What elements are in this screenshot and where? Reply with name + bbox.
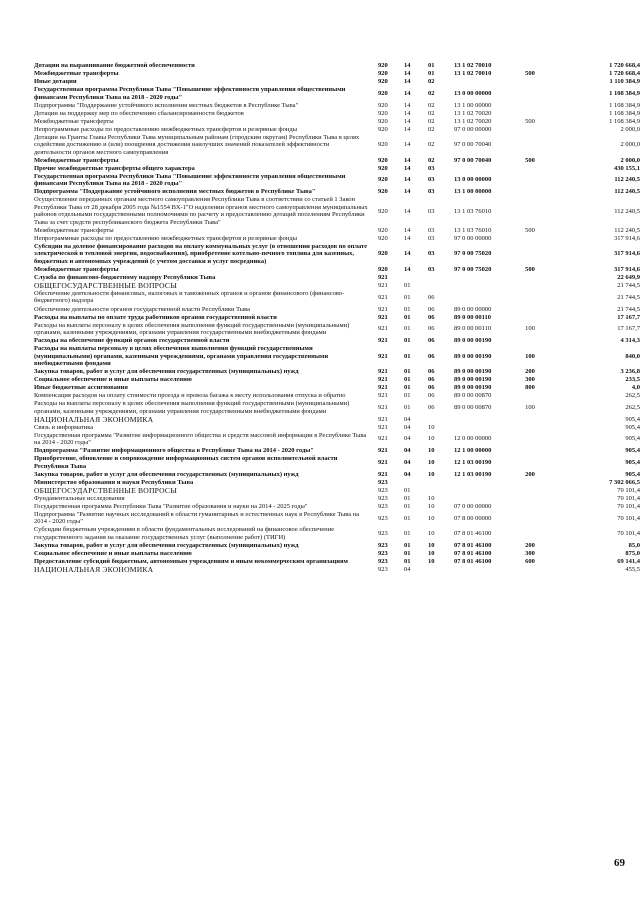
row-description: Межбюджетные трансферты xyxy=(34,156,119,164)
row-description: Закупка товаров, работ и услуг для обеспечения государственных (муниципальных) нужд xyxy=(34,368,299,376)
amount-cell: 905,4 xyxy=(625,435,640,443)
target-article-cell: 89 0 00 00190 xyxy=(454,337,492,345)
amount-cell: 1 108 384,9 xyxy=(609,109,640,117)
row-description: ОБЩЕГОСУДАРСТВЕННЫЕ ВОПРОСЫ xyxy=(34,485,178,495)
expense-type-cell: 500 xyxy=(525,156,535,164)
amount-cell: 317 914,6 xyxy=(614,265,640,273)
amount-cell: 17 167,7 xyxy=(617,325,640,333)
amount-cell: 112 240,5 xyxy=(614,226,640,234)
target-article-cell: 07 8 01 46100 xyxy=(454,557,492,565)
target-article-cell: 12 1 03 00190 xyxy=(454,459,492,467)
subsection-code-cell: 03 xyxy=(428,226,435,234)
admin-code-cell: 921 xyxy=(378,435,388,443)
admin-code-cell: 920 xyxy=(378,101,388,109)
target-article-cell: 13 1 03 76010 xyxy=(454,207,492,215)
expense-type-cell: 600 xyxy=(525,557,535,565)
section-code-cell: 04 xyxy=(404,447,411,455)
subsection-code-cell: 10 xyxy=(428,514,435,522)
section-code-cell: 14 xyxy=(404,109,411,117)
admin-code-cell: 921 xyxy=(378,423,388,431)
section-code-cell: 01 xyxy=(404,384,411,392)
amount-cell: 2 000,0 xyxy=(620,125,640,133)
subsection-code-cell: 10 xyxy=(428,541,435,549)
amount-cell: 1 720 668,4 xyxy=(609,62,640,69)
amount-cell: 905,4 xyxy=(625,415,640,423)
target-article-cell: 12 0 00 00000 xyxy=(454,435,492,443)
page-number: 69 xyxy=(614,857,625,869)
section-code-cell: 14 xyxy=(404,101,411,109)
amount-cell: 262,5 xyxy=(625,403,640,411)
section-code-cell: 01 xyxy=(404,514,411,522)
admin-code-cell: 923 xyxy=(378,494,388,502)
row-description: Расходы на выплаты персоналу в целях обеспечения выполнения функций государственными (муниципальными) органами, казенными учреждениями, органами управления государственными внебюджетными фондами xyxy=(34,345,329,368)
amount-cell: 4,0 xyxy=(631,384,640,392)
target-article-cell: 89 0 00 00870 xyxy=(454,392,492,400)
subsection-code-cell: 03 xyxy=(428,234,435,242)
target-article-cell: 97 0 00 00000 xyxy=(454,125,492,133)
target-article-cell: 13 1 00 00000 xyxy=(454,101,492,109)
amount-cell: 2 000,0 xyxy=(620,156,640,164)
amount-cell: 905,4 xyxy=(625,459,640,467)
amount-cell: 233,5 xyxy=(625,376,640,384)
admin-code-cell: 920 xyxy=(378,234,388,242)
admin-code-cell: 920 xyxy=(378,78,388,85)
amount-cell: 1 720 668,4 xyxy=(609,70,640,77)
row-description: Межбюджетные трансферты xyxy=(34,70,119,77)
target-article-cell: 07 8 01 46100 xyxy=(454,530,492,538)
expense-type-cell: 500 xyxy=(525,70,535,77)
target-article-cell: 97 0 00 75020 xyxy=(454,265,492,273)
amount-cell: 875,0 xyxy=(625,549,640,557)
expense-type-cell: 500 xyxy=(525,226,535,234)
amount-cell: 4 314,3 xyxy=(620,337,640,345)
subsection-code-cell: 06 xyxy=(428,293,435,301)
section-code-cell: 14 xyxy=(404,78,411,85)
amount-cell: 22 649,9 xyxy=(617,273,640,281)
row-description: Дотации на выравнивание бюджетной обеспеченности xyxy=(34,62,195,69)
section-code-cell: 01 xyxy=(404,392,411,400)
amount-cell: 455,5 xyxy=(625,565,640,573)
target-article-cell: 07 8 01 46100 xyxy=(454,541,492,549)
amount-cell: 85,0 xyxy=(628,541,640,549)
section-code-cell: 14 xyxy=(404,89,411,97)
amount-cell: 17 167,7 xyxy=(617,313,640,321)
admin-code-cell: 921 xyxy=(378,415,388,423)
amount-cell: 317 914,6 xyxy=(614,234,640,242)
target-article-cell: 89 0 00 00000 xyxy=(454,305,492,313)
row-description: Иные бюджетные ассигнования xyxy=(34,384,128,392)
section-code-cell: 01 xyxy=(404,376,411,384)
amount-cell: 21 744,5 xyxy=(617,293,640,301)
subsection-code-cell: 01 xyxy=(428,70,435,77)
subsection-code-cell: 06 xyxy=(428,313,435,321)
target-article-cell: 07 0 00 00000 xyxy=(454,502,492,510)
admin-code-cell: 921 xyxy=(378,392,388,400)
subsection-code-cell: 02 xyxy=(428,89,435,97)
amount-cell: 70 101,4 xyxy=(617,486,640,494)
section-code-cell: 14 xyxy=(404,250,411,258)
target-article-cell: 89 0 00 00110 xyxy=(454,313,492,321)
target-article-cell: 13 1 02 70020 xyxy=(454,117,492,125)
admin-code-cell: 923 xyxy=(378,549,388,557)
row-description: Государственная программа "Развитие информационного общества и средств массовой информации в Республике Тыва на 2014 - 2020 годы" xyxy=(34,431,367,447)
target-article-cell: 89 0 00 00110 xyxy=(454,325,492,333)
admin-code-cell: 921 xyxy=(378,325,388,333)
section-code-cell: 04 xyxy=(404,459,411,467)
admin-code-cell: 920 xyxy=(378,117,388,125)
target-article-cell: 07 8 00 00000 xyxy=(454,514,492,522)
row-description: Дотации на поддержку мер по обеспечению сбалансированности бюджетов xyxy=(34,109,244,117)
expense-type-cell: 300 xyxy=(525,376,535,384)
subsection-code-cell: 06 xyxy=(428,305,435,313)
section-code-cell: 14 xyxy=(404,125,411,133)
amount-cell: 1 110 384,9 xyxy=(609,78,640,85)
admin-code-cell: 921 xyxy=(378,376,388,384)
admin-code-cell: 920 xyxy=(378,188,388,196)
amount-cell: 840,0 xyxy=(625,352,640,360)
amount-cell: 905,4 xyxy=(625,470,640,478)
admin-code-cell: 920 xyxy=(378,176,388,184)
row-description: Компенсация расходов на оплату стоимости проезда и провоза багажа к месту использования отпуска и обратно xyxy=(34,392,346,400)
section-code-cell: 01 xyxy=(404,325,411,333)
admin-code-cell: 921 xyxy=(378,281,388,289)
admin-code-cell: 920 xyxy=(378,164,388,172)
row-description: Обеспечение деятельности финансовых, налоговых и таможенных органов и органов финансового (финансово-бюджетного) надзора xyxy=(34,289,345,305)
row-description: Приобретение, обновление и сопровождение информационных систем органов исполнительной власти Республики Тыва xyxy=(34,455,338,470)
expense-type-cell: 200 xyxy=(525,470,535,478)
admin-code-cell: 920 xyxy=(378,265,388,273)
subsection-code-cell: 03 xyxy=(428,188,435,196)
row-description: Фундаментальные исследования xyxy=(34,494,125,502)
section-code-cell: 14 xyxy=(404,117,411,125)
section-code-cell: 04 xyxy=(404,470,411,478)
row-description: Подпрограмма "Поддержание устойчивого исполнения местных бюджетов в Республике Тыва" xyxy=(34,101,299,109)
expense-type-cell: 300 xyxy=(525,549,535,557)
amount-cell: 21 744,5 xyxy=(617,305,640,313)
amount-cell: 70 101,4 xyxy=(617,514,640,522)
target-article-cell: 13 0 00 00000 xyxy=(454,176,492,184)
section-code-cell: 01 xyxy=(404,486,411,494)
target-article-cell: 12 1 03 00190 xyxy=(454,470,492,478)
row-description: НАЦИОНАЛЬНАЯ ЭКОНОМИКА xyxy=(34,414,154,424)
admin-code-cell: 923 xyxy=(378,486,388,494)
subsection-code-cell: 10 xyxy=(428,494,435,502)
row-description: Служба по финансово-бюджетному надзору Республики Тыва xyxy=(34,273,216,281)
amount-cell: 1 108 384,9 xyxy=(609,89,640,97)
row-description: Закупка товаров, работ и услуг для обеспечения государственных (муниципальных) нужд xyxy=(34,470,299,478)
row-description: Связь и информатика xyxy=(34,423,94,431)
subsection-code-cell: 10 xyxy=(428,502,435,510)
amount-cell: 112 240,5 xyxy=(614,188,640,196)
section-code-cell: 01 xyxy=(404,352,411,360)
target-article-cell: 13 1 02 70010 xyxy=(454,62,492,69)
row-description: ОБЩЕГОСУДАРСТВЕННЫЕ ВОПРОСЫ xyxy=(34,280,178,290)
target-article-cell: 97 0 00 00000 xyxy=(454,234,492,242)
admin-code-cell: 921 xyxy=(378,368,388,376)
section-code-cell: 14 xyxy=(404,265,411,273)
row-description: Субсидии на долевое финансирование расходов на оплату коммунальных услуг (в отношении расходов по оплате электрической и тепловой энергии, водоснабжения), приобретение котельно-печного топлива для казенных, бюджетных и автономных учреждений (с учетом доставки и услуг посредника) xyxy=(34,242,368,265)
amount-cell: 3 236,8 xyxy=(620,368,640,376)
section-code-cell: 01 xyxy=(404,530,411,538)
amount-cell: 430 155,1 xyxy=(614,164,640,172)
admin-code-cell: 921 xyxy=(378,293,388,301)
section-code-cell: 01 xyxy=(404,368,411,376)
section-code-cell: 01 xyxy=(404,494,411,502)
section-code-cell: 04 xyxy=(404,423,411,431)
admin-code-cell: 923 xyxy=(378,557,388,565)
amount-cell: 70 101,4 xyxy=(617,494,640,502)
subsection-code-cell: 02 xyxy=(428,101,435,109)
admin-code-cell: 923 xyxy=(378,541,388,549)
section-code-cell: 01 xyxy=(404,549,411,557)
admin-code-cell: 921 xyxy=(378,459,388,467)
section-code-cell: 01 xyxy=(404,337,411,345)
amount-cell: 905,4 xyxy=(625,447,640,455)
row-description: Субсидии бюджетным учреждениям в области фундаментальных исследований на финансовое обеспечение государственного задания на оказание государственных услуг (выполнение работ) (ТИГИ) xyxy=(34,526,334,541)
subsection-code-cell: 10 xyxy=(428,447,435,455)
admin-code-cell: 923 xyxy=(378,565,388,573)
row-description: Подпрограмма "Поддержание устойчивого исполнения местных бюджетов в Республике Тыва" xyxy=(34,188,316,196)
row-description: Осуществление переданных органам местного самоуправления Республики Тыва в соответствии со статьей 1 Закон Республики Тыва от 28 декабря 2005 года №1554 ВХ-1"О наделении органов местного самоуправления муниципальных районов отдельными государственными полномочиями по расчету и предоставлению дотаций поселениям Республики Тыва за счет средств республиканского бюджета Республики Тыва" xyxy=(34,196,368,226)
admin-code-cell: 921 xyxy=(378,273,388,281)
section-code-cell: 14 xyxy=(404,62,411,69)
row-description: Закупка товаров, работ и услуг для обеспечения государственных (муниципальных) нужд xyxy=(34,541,299,549)
subsection-code-cell: 03 xyxy=(428,265,435,273)
admin-code-cell: 921 xyxy=(378,313,388,321)
row-description: Межбюджетные трансферты xyxy=(34,265,119,273)
expense-type-cell: 100 xyxy=(525,325,535,333)
target-article-cell: 97 0 00 70040 xyxy=(454,156,492,164)
row-description: Межбюджетные трансферты xyxy=(34,117,114,125)
row-description: Государственная программа Республики Тыва "Повышение эффективности управления общественными финансами Республики Тыва на 2018 - 2020 годы" xyxy=(34,172,346,188)
subsection-code-cell: 02 xyxy=(428,156,435,164)
subsection-code-cell: 02 xyxy=(428,78,435,85)
admin-code-cell: 921 xyxy=(378,352,388,360)
admin-code-cell: 921 xyxy=(378,447,388,455)
target-article-cell: 89 0 00 00190 xyxy=(454,384,492,392)
section-code-cell: 14 xyxy=(404,226,411,234)
section-code-cell: 01 xyxy=(404,281,411,289)
section-code-cell: 01 xyxy=(404,557,411,565)
subsection-code-cell: 06 xyxy=(428,384,435,392)
amount-cell: 70 101,4 xyxy=(617,530,640,538)
subsection-code-cell: 02 xyxy=(428,125,435,133)
subsection-code-cell: 06 xyxy=(428,403,435,411)
admin-code-cell: 920 xyxy=(378,141,388,149)
row-description: Предоставление субсидий бюджетным, автономным учреждениям и иным некоммерческим организациям xyxy=(34,557,348,565)
subsection-code-cell: 10 xyxy=(428,459,435,467)
section-code-cell: 14 xyxy=(404,188,411,196)
section-code-cell: 14 xyxy=(404,70,411,77)
row-description: Дотации на Гранты Главы Республики Тыва муниципальным районам (городским округам) Республики Тыва в целях содействия достижению и (или) поощрения достижения наилучших значений показателей эффективности деятельности органов местного самоуправления xyxy=(34,133,360,156)
target-article-cell: 89 0 00 00870 xyxy=(454,403,492,411)
row-description: Государственная программа Республики Тыва "Развитие образования и науки на 2014 - 2025 годы" xyxy=(34,502,308,510)
row-description: Расходы на выплаты персоналу в целях обеспечения выполнения функций государственными (муниципальными) органами, казенными учреждениями, органами управления государственными внебюджетными фондами xyxy=(34,400,350,415)
expense-type-cell: 100 xyxy=(525,352,535,360)
subsection-code-cell: 06 xyxy=(428,352,435,360)
row-description: Иные дотации xyxy=(34,78,77,85)
target-article-cell: 13 1 00 00000 xyxy=(454,188,492,196)
section-code-cell: 01 xyxy=(404,293,411,301)
row-description: Социальное обеспечение и иные выплаты населению xyxy=(34,376,192,384)
admin-code-cell: 923 xyxy=(378,530,388,538)
row-description: НАЦИОНАЛЬНАЯ ЭКОНОМИКА xyxy=(34,564,154,574)
section-code-cell: 14 xyxy=(404,207,411,215)
admin-code-cell: 920 xyxy=(378,89,388,97)
admin-code-cell: 920 xyxy=(378,70,388,77)
target-article-cell: 13 0 00 00000 xyxy=(454,89,492,97)
admin-code-cell: 920 xyxy=(378,207,388,215)
subsection-code-cell: 10 xyxy=(428,549,435,557)
admin-code-cell: 923 xyxy=(378,478,388,486)
subsection-code-cell: 03 xyxy=(428,250,435,258)
target-article-cell: 89 0 00 00190 xyxy=(454,376,492,384)
section-code-cell: 04 xyxy=(404,435,411,443)
amount-cell: 112 240,5 xyxy=(614,176,640,184)
admin-code-cell: 921 xyxy=(378,337,388,345)
amount-cell: 70 101,4 xyxy=(617,502,640,510)
section-code-cell: 01 xyxy=(404,502,411,510)
target-article-cell: 13 1 02 70010 xyxy=(454,70,492,77)
subsection-code-cell: 06 xyxy=(428,376,435,384)
row-description: Государственная программа Республики Тыва "Повышение эффективности управления общественными финансами Республики Тыва на 2018 - 2020 годы" xyxy=(34,86,346,101)
section-code-cell: 01 xyxy=(404,305,411,313)
section-code-cell: 14 xyxy=(404,234,411,242)
subsection-code-cell: 01 xyxy=(428,62,435,69)
admin-code-cell: 923 xyxy=(378,502,388,510)
subsection-code-cell: 02 xyxy=(428,109,435,117)
target-article-cell: 12 1 00 00000 xyxy=(454,447,492,455)
target-article-cell: 97 0 00 70040 xyxy=(454,141,492,149)
section-code-cell: 01 xyxy=(404,313,411,321)
row-description: Министерство образования и науки Республики Тыва xyxy=(34,478,194,486)
expense-type-cell: 500 xyxy=(525,265,535,273)
amount-cell: 7 302 066,5 xyxy=(609,478,640,486)
subsection-code-cell: 10 xyxy=(428,530,435,538)
subsection-code-cell: 10 xyxy=(428,557,435,565)
expense-type-cell: 200 xyxy=(525,368,535,376)
row-description: Расходы на выплаты по оплате труда работников органов государственной власти xyxy=(34,313,277,321)
amount-cell: 21 744,5 xyxy=(617,281,640,289)
amount-cell: 1 108 384,9 xyxy=(609,101,640,109)
subsection-code-cell: 03 xyxy=(428,207,435,215)
amount-cell: 1 108 384,9 xyxy=(609,117,640,125)
admin-code-cell: 923 xyxy=(378,514,388,522)
subsection-code-cell: 06 xyxy=(428,368,435,376)
amount-cell: 905,4 xyxy=(625,423,640,431)
admin-code-cell: 921 xyxy=(378,403,388,411)
row-description: Непрограммные расходы по предоставлению межбюджетных трансфертов и резервные фонды xyxy=(34,125,297,133)
section-code-cell: 14 xyxy=(404,176,411,184)
subsection-code-cell: 06 xyxy=(428,325,435,333)
admin-code-cell: 920 xyxy=(378,62,388,69)
row-description: Прочие межбюджетные трансферты общего характера xyxy=(34,164,195,172)
expense-type-cell: 800 xyxy=(525,384,535,392)
target-article-cell: 07 8 01 46100 xyxy=(454,549,492,557)
admin-code-cell: 921 xyxy=(378,305,388,313)
amount-cell: 69 141,4 xyxy=(617,557,640,565)
section-code-cell: 04 xyxy=(404,415,411,423)
subsection-code-cell: 10 xyxy=(428,423,435,431)
amount-cell: 112 240,5 xyxy=(614,207,640,215)
row-description: Межбюджетные трансферты xyxy=(34,226,114,234)
subsection-code-cell: 02 xyxy=(428,117,435,125)
admin-code-cell: 921 xyxy=(378,384,388,392)
admin-code-cell: 920 xyxy=(378,109,388,117)
subsection-code-cell: 10 xyxy=(428,470,435,478)
row-description: Расходы на обеспечение функций органов государственной власти xyxy=(34,337,230,345)
row-description: Расходы на выплаты персоналу в целях обеспечения выполнения функций государственными (муниципальными) органами, казенными учреждениями, органами управления государственными внебюджетными фондами xyxy=(34,321,350,337)
row-description: Подпрограмма "Развитие научных исследований в области гуманитарных и естественных наук в Республике Тыва на 2014 - 2020 годы" xyxy=(34,510,360,526)
target-article-cell: 97 0 00 75020 xyxy=(454,250,492,258)
amount-cell: 2 000,0 xyxy=(620,141,640,149)
target-article-cell: 13 1 03 76010 xyxy=(454,226,492,234)
admin-code-cell: 921 xyxy=(378,470,388,478)
expense-type-cell: 100 xyxy=(525,403,535,411)
amount-cell: 262,5 xyxy=(625,392,640,400)
admin-code-cell: 920 xyxy=(378,226,388,234)
expense-type-cell: 500 xyxy=(525,117,535,125)
expense-type-cell: 200 xyxy=(525,541,535,549)
subsection-code-cell: 10 xyxy=(428,435,435,443)
section-code-cell: 01 xyxy=(404,541,411,549)
amount-cell: 317 914,6 xyxy=(614,250,640,258)
section-code-cell: 14 xyxy=(404,156,411,164)
row-description: Подпрограмма "Развитие информационного общества в Республике Тыва на 2014 - 2020 годы" xyxy=(34,447,314,455)
subsection-code-cell: 03 xyxy=(428,176,435,184)
row-description: Социальное обеспечение и иные выплаты населению xyxy=(34,549,192,557)
target-article-cell: 13 1 02 70020 xyxy=(454,109,492,117)
admin-code-cell: 920 xyxy=(378,250,388,258)
subsection-code-cell: 06 xyxy=(428,392,435,400)
section-code-cell: 01 xyxy=(404,403,411,411)
section-code-cell: 14 xyxy=(404,164,411,172)
admin-code-cell: 920 xyxy=(378,156,388,164)
target-article-cell: 89 0 00 00190 xyxy=(454,368,492,376)
row-description: Обеспечение деятельности органов государственной власти Республики Тыва xyxy=(34,305,250,313)
section-code-cell: 04 xyxy=(404,565,411,573)
row-description: Непрограммные расходы по предоставлению межбюджетных трансфертов и резервные фонды xyxy=(34,234,297,242)
subsection-code-cell: 03 xyxy=(428,164,435,172)
admin-code-cell: 920 xyxy=(378,125,388,133)
subsection-code-cell: 06 xyxy=(428,337,435,345)
section-code-cell: 14 xyxy=(404,141,411,149)
subsection-code-cell: 02 xyxy=(428,141,435,149)
target-article-cell: 89 0 00 00190 xyxy=(454,352,492,360)
